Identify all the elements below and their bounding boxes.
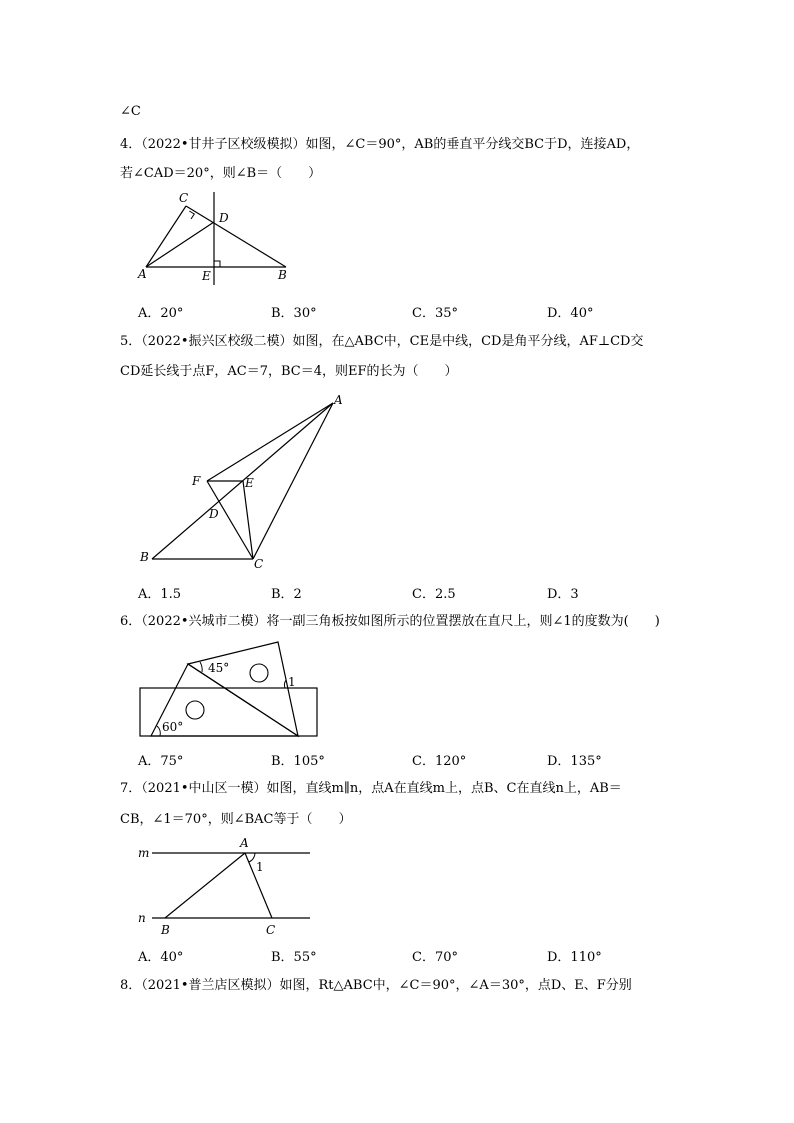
triangle-45 [188,642,298,736]
label-F: F [192,474,201,488]
question-4-options [138,302,698,321]
question-7-line-2: CB，∠1＝70°，则∠BAC等于（ ） [120,812,352,827]
option-b[interactable]: B．30° [271,306,317,321]
label-A: A [334,393,343,407]
option-c[interactable]: C．2.5 [412,587,456,602]
label-E: E [245,476,254,490]
option-a[interactable]: A．75° [138,754,184,769]
label-C: C [179,191,189,205]
label-D: D [219,211,229,225]
option-d[interactable]: D．135° [547,754,602,769]
question-5-figure [138,390,353,575]
question-6-figure [138,638,323,743]
previous-question-fragment: ∠C [120,104,141,119]
label-A: A [138,267,147,281]
question-4-figure [134,190,294,290]
question-8-line-1: 8．（2021•普兰店区模拟）如图，Rt△ABC中，∠C＝90°，∠A＝30°，点D、E、F分别 [120,978,632,993]
angle-1-label: 1 [288,675,296,689]
angle-45-label: 45° [208,661,230,675]
option-b[interactable]: B．105° [271,754,325,769]
label-C: C [266,923,276,937]
angle-1-label: 1 [256,860,264,874]
label-B: B [161,923,170,937]
question-7-options [138,946,698,965]
option-d[interactable]: D．110° [547,950,602,965]
option-b[interactable]: B．55° [271,950,317,965]
question-6-options [138,750,698,769]
label-n: n [138,911,146,925]
question-4-line-2: 若∠CAD＝20°，则∠B＝（ ） [120,166,322,181]
question-5-options [138,583,698,602]
option-a[interactable]: A．1.5 [138,587,182,602]
question-7-figure [134,832,314,940]
label-C: C [254,557,264,571]
option-c[interactable]: C．120° [412,754,467,769]
option-c[interactable]: C．70° [412,950,458,965]
question-7-line-1: 7．（2021•中山区一模）如图，直线m∥n，点A在直线m上，点B、C在直线n上，AB＝ [120,781,622,796]
label-m: m [138,846,150,860]
question-5-line-2: CD延长线于点F，AC＝7，BC＝4，则EF的长为（ ） [120,364,458,379]
angle-60-label: 60° [162,720,184,734]
option-d[interactable]: D．40° [547,306,594,321]
label-E: E [202,269,211,283]
option-a[interactable]: A．40° [138,950,184,965]
option-a[interactable]: A．20° [138,306,184,321]
label-B: B [278,268,287,282]
question-5-line-1: 5．（2022•振兴区校级二模）如图，在△ABC中，CE是中线，CD是角平分线，AF⊥CD交 [120,334,644,349]
question-6-line-1: 6．（2022•兴城市二模）将一副三角板按如图所示的位置摆放在直尺上，则∠1的度数为( ) [120,614,660,629]
label-B: B [140,550,149,564]
label-A: A [240,836,249,850]
label-D: D [209,507,219,521]
question-4-line-1: 4．（2022•甘井子区校级模拟）如图，∠C＝90°，AB的垂直平分线交BC于D，连接AD， [120,137,640,152]
option-c[interactable]: C．35° [412,306,458,321]
option-b[interactable]: B．2 [271,587,302,602]
option-d[interactable]: D．3 [547,587,579,602]
